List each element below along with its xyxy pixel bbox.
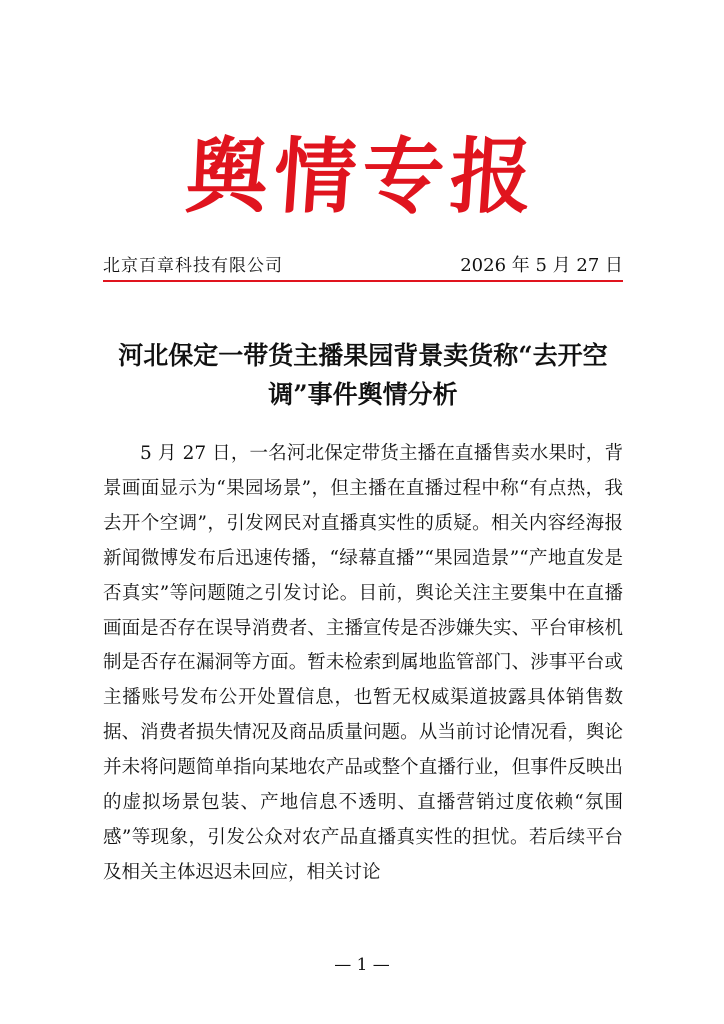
red-divider-line: [103, 280, 623, 282]
document-header: [103, 254, 623, 278]
document-title: 河北保定一带货主播果园背景卖货称“去开空调”事件舆情分析: [118, 341, 608, 409]
page-number: — 1 —: [334, 955, 390, 975]
body-paragraph: 5 月 27 日，一名河北保定带货主播在直播售卖水果时，背景画面显示为“果园场景”，但主播在直播过程中称“有点热，我去开个空调”，引发网民对直播真实性的质疑。相关内容经海报新闻微博发布后迅速传播，“绿幕直播”“果园造景”“产地直发是否真实”等问题随之引发讨论。目前，舆论关注主要集中在直播画面是否存在误导消费者、主播宣传是否涉嫌失实、平台审核机制是否存在漏洞等方面。暂未检索到属地监管部门、涉事平台或主播账号发布公开处置信息，也暂无权威渠道披露具体销售数据、消费者损失情况及商品质量问题。从当前讨论情况看，舆论并未将问题简单指向某地农产品或整个直播行业，但事件反映出的虚拟场景包装、产地信息不透明、直播营销过度依赖“氛围感”等现象，引发公众对农产品直播真实性的担忧。若后续平台及相关主体迟迟未回应，相关讨论: [103, 443, 623, 883]
issue-date: 2026 年 5 月 27 日: [460, 255, 623, 276]
masthead-title: 舆情专报: [182, 130, 542, 225]
organization-name: 北京百章科技有限公司: [103, 256, 283, 276]
